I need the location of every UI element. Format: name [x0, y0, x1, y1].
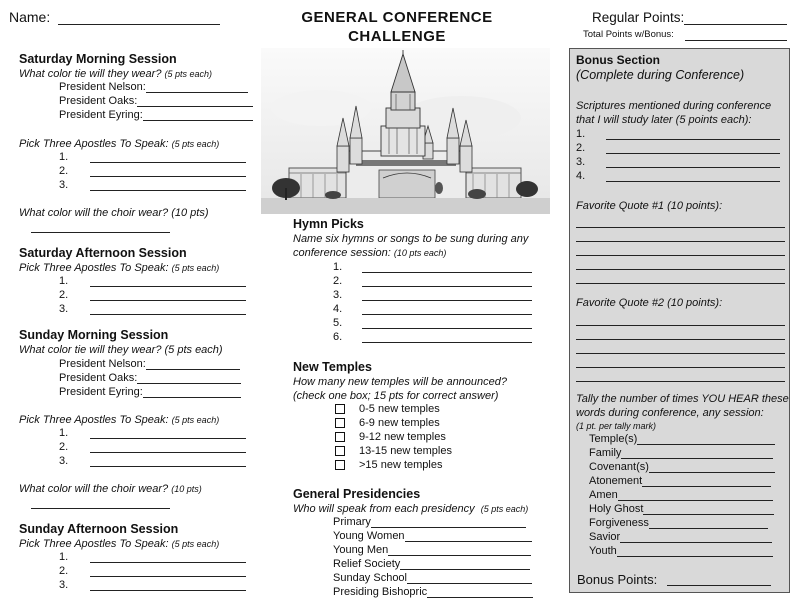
total-points-field[interactable] [685, 31, 787, 41]
temple-option-3[interactable]: 9-12 new temples [335, 431, 446, 443]
temple-option-4[interactable]: 13-15 new temples [335, 445, 452, 457]
hymn-6: 6. [333, 331, 532, 343]
sat-morning-eyring-field[interactable] [143, 110, 253, 121]
quote-1-line[interactable] [576, 260, 785, 270]
sat-morning-choir-question: What color will the choir wear? (10 pts) [19, 207, 209, 219]
scriptures-question-2: that I will study later (5 points each): [576, 114, 752, 126]
tally-forgiveness: Forgiveness [589, 517, 768, 529]
temple-option-2[interactable]: 6-9 new temples [335, 417, 440, 429]
tally-temples: Temple(s) [589, 433, 775, 445]
sun-afternoon-apostle-1-field[interactable] [90, 552, 246, 563]
hymn-4: 4. [333, 303, 532, 315]
sun-afternoon-apostles-question: Pick Three Apostles To Speak: (5 pts each) [19, 538, 220, 550]
quote-1-line[interactable] [576, 274, 785, 284]
hymn-1: 1. [333, 261, 532, 273]
sun-morning-eyring-row: President Eyring: [59, 386, 241, 398]
regular-points-label: Regular Points: [592, 10, 685, 25]
sun-afternoon-heading: Sunday Afternoon Session [19, 522, 179, 536]
quote-1-line[interactable] [576, 218, 785, 228]
scripture-1-field[interactable] [606, 129, 780, 140]
checkbox[interactable] [335, 446, 345, 456]
sat-afternoon-apostle-2-field[interactable] [90, 290, 246, 301]
tally-holy-ghost-field[interactable] [643, 504, 774, 515]
sun-morning-nelson-row: President Nelson: [59, 358, 240, 370]
sun-morning-apostles-question: Pick Three Apostles To Speak: (5 pts each) [19, 414, 220, 426]
new-temples-instruction: (check one box; 15 pts for correct answer) [293, 390, 499, 402]
sat-morning-oaks-row: President Oaks: [59, 95, 253, 107]
tally-youth-field[interactable] [617, 546, 773, 557]
tally-instruction-3: (1 pt. per tally mark) [576, 421, 657, 431]
sun-afternoon-apostle-2-field[interactable] [90, 566, 246, 577]
quote-1-line[interactable] [576, 246, 785, 256]
bonus-points-field[interactable] [667, 573, 771, 586]
tally-atonement-field[interactable] [642, 476, 771, 487]
tally-family-field[interactable] [621, 448, 773, 459]
sun-morning-choir-question: What color will the choir wear? (10 pts) [19, 483, 202, 495]
sat-morning-apostle-2-field[interactable] [90, 166, 246, 177]
tally-temples-field[interactable] [637, 434, 775, 445]
tally-instruction-2: words during conference, any session: [576, 407, 764, 419]
name-label: Name: [9, 9, 51, 25]
presidency-presiding-bishopric: Presiding Bishopric [333, 586, 533, 598]
sat-afternoon-apostle-3: 3. [59, 303, 246, 315]
temple-illustration [261, 48, 550, 214]
hymn-2: 2. [333, 275, 532, 287]
presidency-young-men-field[interactable] [388, 545, 531, 556]
scripture-3-field[interactable] [606, 157, 780, 168]
sat-morning-apostle-3-field[interactable] [90, 180, 246, 191]
quote-2-line[interactable] [576, 316, 785, 326]
presidency-relief-society: Relief Society [333, 558, 530, 570]
presidency-sunday-school: Sunday School [333, 572, 532, 584]
presidency-relief-society-field[interactable] [400, 559, 530, 570]
sun-morning-apostle-3: 3. [59, 455, 246, 467]
scripture-2: 2. [576, 142, 780, 154]
presidency-primary-field[interactable] [371, 517, 526, 528]
scripture-2-field[interactable] [606, 143, 780, 154]
quote-2-line[interactable] [576, 372, 785, 382]
page-title [277, 8, 517, 46]
bonus-points-label: Bonus Points: [577, 572, 658, 587]
presidency-presiding-bishopric-field[interactable] [427, 587, 533, 598]
sun-morning-apostle-3-field[interactable] [90, 456, 246, 467]
sat-afternoon-heading: Saturday Afternoon Session [19, 246, 187, 260]
sun-morning-oaks-row: President Oaks: [59, 372, 241, 384]
temple-option-5[interactable]: >15 new temples [335, 459, 442, 471]
sat-morning-eyring-row: President Eyring: [59, 109, 253, 121]
sat-morning-apostle-2: 2. [59, 165, 246, 177]
tally-family: Family [589, 447, 773, 459]
sun-morning-apostle-2: 2. [59, 441, 246, 453]
bonus-heading: Bonus Section [576, 53, 661, 67]
general-presidencies-question: Who will speak from each presidency (5 pts each) [293, 503, 529, 515]
sat-morning-apostles-question: Pick Three Apostles To Speak: (5 pts each) [19, 138, 220, 150]
tally-savior: Savior [589, 531, 772, 543]
sat-afternoon-apostle-1-field[interactable] [90, 276, 246, 287]
checkbox[interactable] [335, 404, 345, 414]
title-line-1: GENERAL CONFERENCE [301, 9, 493, 26]
sun-morning-choir-field[interactable] [31, 498, 170, 509]
sat-morning-oaks-field[interactable] [137, 96, 253, 107]
checkbox[interactable] [335, 432, 345, 442]
hymn-picks-heading: Hymn Picks [293, 217, 364, 231]
sun-afternoon-apostle-3-field[interactable] [90, 580, 246, 591]
checkbox[interactable] [335, 418, 345, 428]
tally-forgiveness-field[interactable] [649, 518, 768, 529]
sat-morning-apostle-3: 3. [59, 179, 246, 191]
sat-afternoon-apostle-2: 2. [59, 289, 246, 301]
hymn-6-field[interactable] [362, 332, 532, 343]
quote-1-label: Favorite Quote #1 (10 points): [576, 200, 723, 212]
checkbox[interactable] [335, 460, 345, 470]
sun-morning-apostle-1: 1. [59, 427, 246, 439]
sat-morning-nelson-field[interactable] [146, 82, 248, 93]
quote-2-line[interactable] [576, 330, 785, 340]
name-field[interactable] [58, 11, 220, 25]
sun-morning-nelson-field[interactable] [146, 359, 240, 370]
sat-afternoon-apostles-question: Pick Three Apostles To Speak: (5 pts each) [19, 262, 220, 274]
tally-youth: Youth [589, 545, 773, 557]
presidency-primary: Primary [333, 516, 526, 528]
title-line-2: CHALLENGE [348, 28, 446, 45]
sun-morning-apostle-2-field[interactable] [90, 442, 246, 453]
hymn-2-field[interactable] [362, 276, 532, 287]
sun-morning-heading: Sunday Morning Session [19, 328, 169, 342]
quote-2-line[interactable] [576, 358, 785, 368]
scripture-1: 1. [576, 128, 780, 140]
sun-morning-apostle-1-field[interactable] [90, 428, 246, 439]
regular-points-field[interactable] [684, 12, 787, 25]
tally-covenants-field[interactable] [649, 462, 775, 473]
tally-holy-ghost: Holy Ghost [589, 503, 774, 515]
hymn-picks-desc-2: conference session: (10 pts each) [293, 247, 447, 259]
sat-afternoon-apostle-3-field[interactable] [90, 304, 246, 315]
tally-covenants: Covenant(s) [589, 461, 775, 473]
tally-atonement: Atonement [589, 475, 771, 487]
sun-afternoon-apostle-1: 1. [59, 551, 246, 563]
hymn-1-field[interactable] [362, 262, 532, 273]
sat-morning-nelson-row: President Nelson: [59, 81, 248, 93]
sun-morning-oaks-field[interactable] [137, 373, 241, 384]
total-points-label: Total Points w/Bonus: [583, 29, 674, 40]
general-presidencies-heading: General Presidencies [293, 487, 421, 501]
sun-morning-tie-question: What color tie will they wear? (5 pts each) [19, 344, 223, 356]
hymn-5: 5. [333, 317, 532, 329]
sat-afternoon-apostle-1: 1. [59, 275, 246, 287]
quote-2-label: Favorite Quote #2 (10 points): [576, 297, 723, 309]
presidency-young-women-field[interactable] [405, 531, 532, 542]
hymn-4-field[interactable] [362, 304, 532, 315]
presidency-young-men: Young Men [333, 544, 531, 556]
tally-savior-field[interactable] [620, 532, 772, 543]
new-temples-heading: New Temples [293, 360, 372, 374]
sat-morning-choir-field[interactable] [31, 222, 170, 233]
new-temples-question: How many new temples will be announced? [293, 376, 508, 388]
tally-amen-field[interactable] [618, 490, 773, 501]
hymn-5-field[interactable] [362, 318, 532, 329]
tally-instruction-1: Tally the number of times YOU HEAR these [576, 393, 789, 405]
hymn-3: 3. [333, 289, 532, 301]
hymn-3-field[interactable] [362, 290, 532, 301]
sun-morning-eyring-field[interactable] [143, 387, 241, 398]
temple-option-1[interactable]: 0-5 new temples [335, 403, 440, 415]
sun-afternoon-apostle-3: 3. [59, 579, 246, 591]
sat-morning-apostle-1: 1. [59, 151, 246, 163]
scripture-3: 3. [576, 156, 780, 168]
bonus-subheading: (Complete during Conference) [576, 68, 745, 82]
tally-amen: Amen [589, 489, 773, 501]
quote-1-line[interactable] [576, 232, 785, 242]
quote-2-line[interactable] [576, 344, 785, 354]
sat-morning-tie-question: What color tie will they wear? (5 pts each) [19, 68, 213, 80]
sat-morning-heading: Saturday Morning Session [19, 52, 177, 66]
scriptures-question-1: Scriptures mentioned during conference [576, 100, 772, 112]
presidency-young-women: Young Women [333, 530, 532, 542]
hymn-picks-desc-1: Name six hymns or songs to be sung during any [293, 233, 529, 245]
presidency-sunday-school-field[interactable] [407, 573, 532, 584]
scripture-4-field[interactable] [606, 171, 780, 182]
sat-morning-apostle-1-field[interactable] [90, 152, 246, 163]
sun-afternoon-apostle-2: 2. [59, 565, 246, 577]
scripture-4: 4. [576, 170, 780, 182]
